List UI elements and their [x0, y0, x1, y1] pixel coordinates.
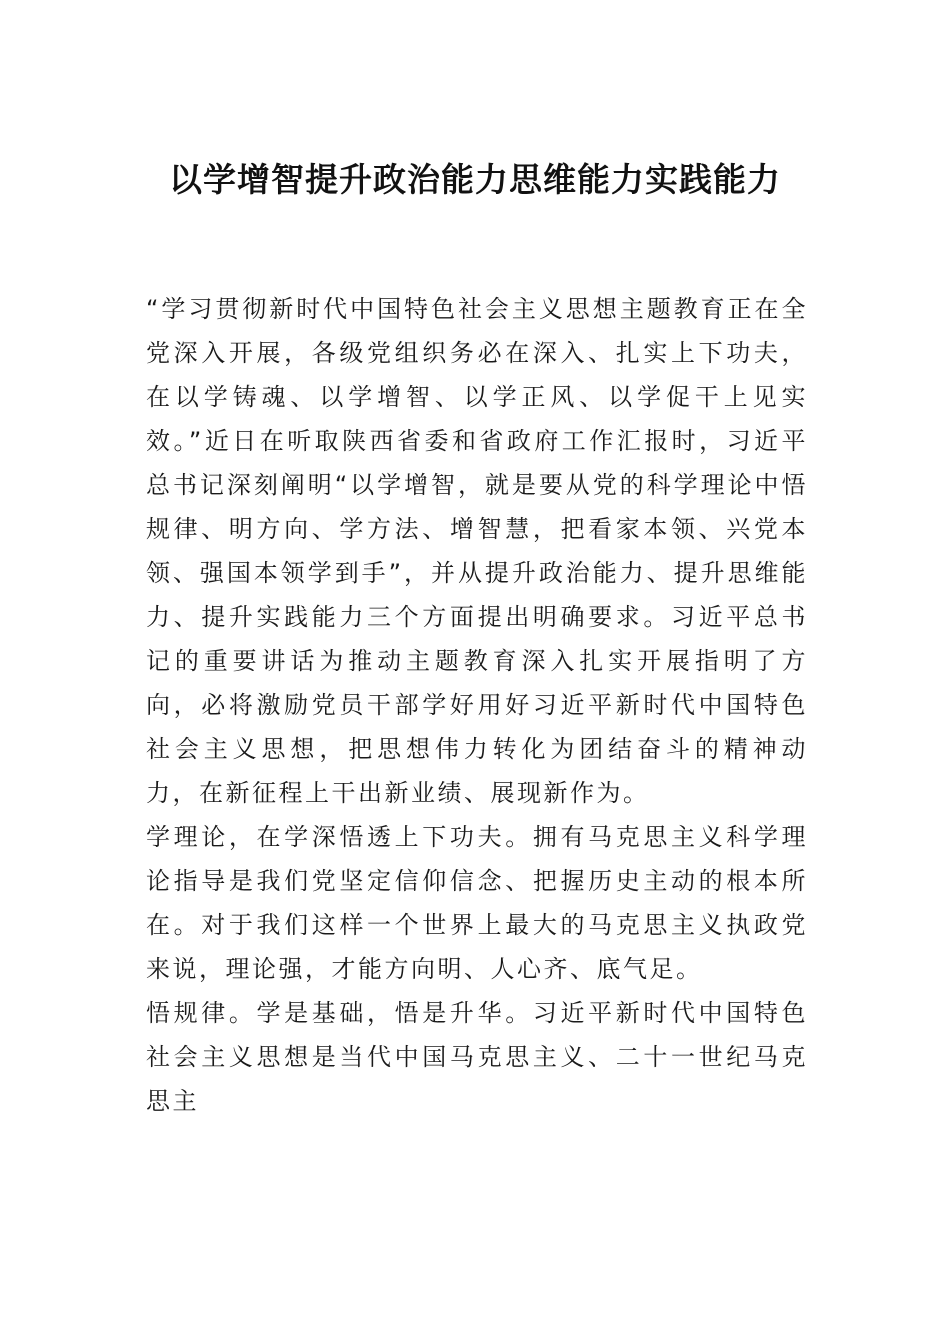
- paragraph-3: 悟规律。学是基础，悟是升华。习近平新时代中国特色社会主义思想是当代中国马克思主义、二十一世纪马克思主: [146, 999, 808, 1115]
- paragraph-1: “学习贯彻新时代中国特色社会主义思想主题教育正在全党深入开展，各级党组织务必在深入、扎实上下功夫，在以学铸魂、以学增智、以学正风、以学促干上见实效。”近日在听取陕西省委和省政府工作汇报时，习近平总书记深刻阐明“以学增智，就是要从党的科学理论中悟规律、明方向、学方法、增智慧，把看家本领、兴党本领、强国本领学到手”，并从提升政治能力、提升思维能力、提升实践能力三个方面提出明确要求。习近平总书记的重要讲话为推动主题教育深入扎实开展指明了方向，必将激励党员干部学好用好习近平新时代中国特色社会主义思想，把思想伟力转化为团结奋斗的精神动力，在新征程上干出新业绩、展现新作为。: [146, 295, 808, 807]
- document-body: [146, 287, 808, 1123]
- document-title: 以学增智提升政治能力思维能力实践能力: [169, 160, 781, 199]
- paragraph-2: 学理论，在学深悟透上下功夫。拥有马克思主义科学理论指导是我们党坚定信仰信念、把握历史主动的根本所在。对于我们这样一个世界上最大的马克思主义执政党来说，理论强，才能方向明、人心齐、底气足。: [146, 823, 808, 983]
